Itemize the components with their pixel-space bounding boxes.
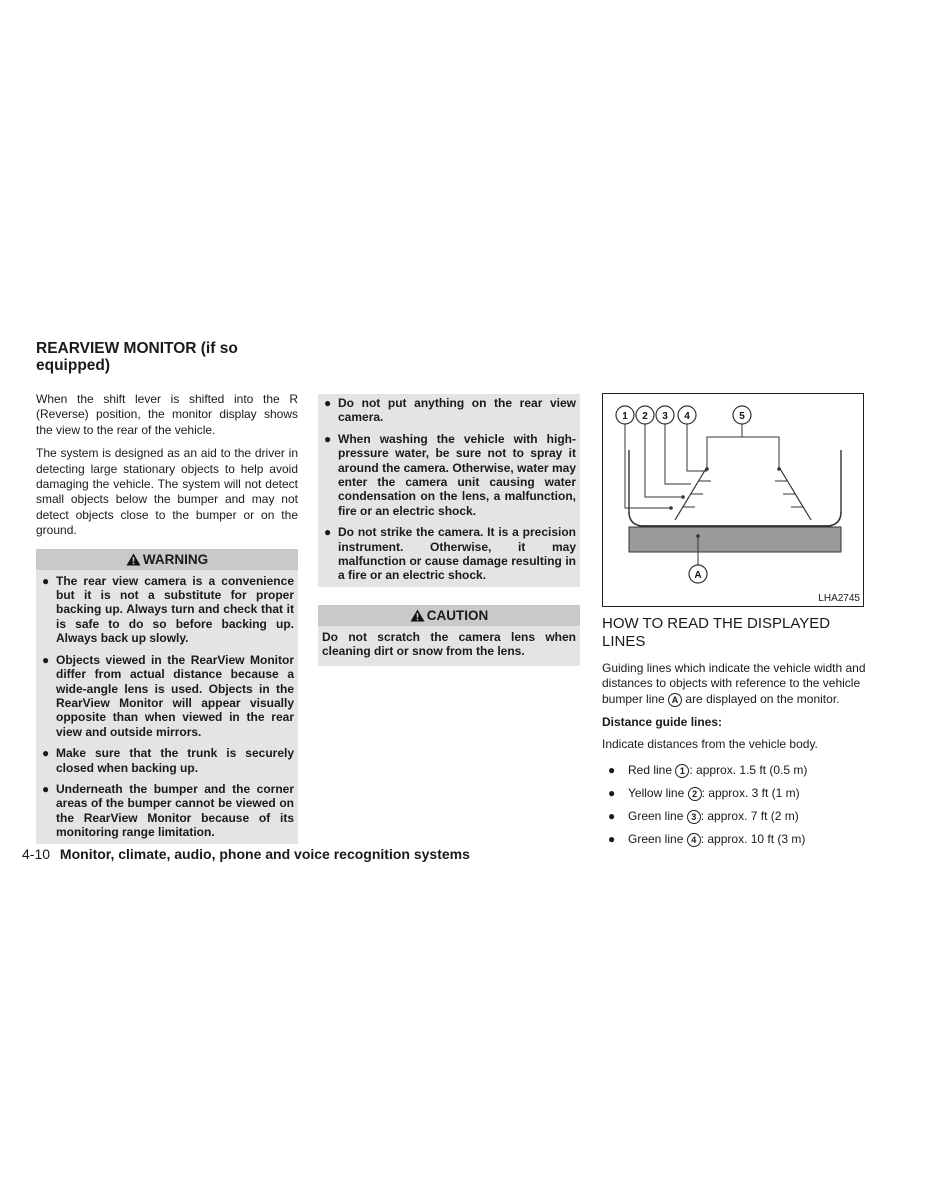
line-marker: 4 — [687, 833, 701, 847]
page-footer — [22, 846, 470, 862]
bullet-icon: ● — [42, 573, 50, 588]
distance-lines-list — [602, 763, 866, 847]
warning-item — [322, 525, 576, 583]
bullet-icon: ● — [42, 781, 50, 796]
distance-line-item — [602, 763, 866, 778]
callout-5-label: 5 — [739, 411, 745, 422]
bullet-icon: ● — [608, 762, 616, 777]
warning-item-text: Objects viewed in the RearView Monitor differ from actual distance because a wide-angle lens is used. Objects in the RearView Monitor will appear visually opposite than when viewed in the rear view and outside mirrors. — [56, 652, 294, 739]
section-title-line1: REARVIEW MONITOR (if so — [36, 340, 238, 357]
line-label: Green line — [628, 831, 684, 846]
bullet-icon: ● — [608, 831, 616, 846]
warning-list — [40, 574, 294, 840]
distance-guide-subtitle: Distance guide lines: — [602, 715, 723, 730]
bullet-icon: ● — [608, 785, 616, 800]
line-marker: 3 — [687, 810, 701, 824]
caution-body: Do not scratch the camera lens when cleaning dirt or snow from the lens. — [318, 626, 580, 666]
warning-body — [36, 570, 298, 844]
bullet-icon: ● — [324, 431, 332, 446]
warning-continued-body — [318, 394, 580, 587]
system-paragraph: The system is designed as an aid to the driver in detecting large stationary objects to help avoid damaging the vehicle. The system will not detect small objects below the bumper and may not detect objects close to the bumper or on the ground. — [36, 446, 298, 538]
distance-line-item — [602, 809, 866, 824]
distance-line-item — [602, 786, 866, 801]
warning-item — [40, 653, 294, 739]
section-title-line2: equipped) — [36, 357, 111, 374]
line-distance: : approx. 7 ft (2 m) — [700, 808, 799, 823]
how-to-title: HOW TO READ THE DISPLAYED LINES — [602, 615, 831, 650]
warning-item — [40, 782, 294, 840]
warning-item — [40, 574, 294, 646]
line-label: Yellow line — [628, 785, 685, 800]
warning-item — [40, 746, 294, 775]
bullet-icon: ● — [324, 525, 332, 540]
how-to-intro-text-end: are displayed on the monitor. — [685, 691, 840, 706]
caution-header — [318, 605, 580, 626]
caution-title: CAUTION — [426, 607, 489, 623]
distance-line-item — [602, 832, 866, 847]
bullet-icon: ● — [324, 396, 332, 410]
warning-item-text: When washing the vehicle with high-pressure water, be sure not to spray it around the camera. Otherwise, water may enter the camera unit causing water condensation on the lens, a malfunction, fire or an electric shock. — [338, 431, 576, 518]
guide-lines-illustration — [603, 394, 865, 608]
warning-item-text: Do not put anything on the rear view camera. — [338, 396, 576, 425]
left-column — [36, 340, 298, 844]
how-to-intro — [602, 661, 866, 707]
figure-code: LHA2745 — [818, 593, 860, 604]
line-distance: : approx. 3 ft (1 m) — [701, 785, 800, 800]
chapter-title: Monitor, climate, audio, phone and voice recognition systems — [59, 846, 470, 862]
warning-item — [322, 396, 576, 425]
warning-triangle-icon — [126, 553, 141, 566]
right-column — [602, 393, 866, 855]
line-label: Green line — [628, 808, 684, 823]
callout-2-label: 2 — [642, 411, 648, 422]
warning-item-text: The rear view camera is a convenience but it is not a substitute for proper backing up. Always turn and check that it is safe to do so before backing up. Always back up slowly. — [56, 573, 294, 646]
line-marker: 2 — [688, 787, 702, 801]
distance-indicate-text: Indicate distances from the vehicle body. — [602, 737, 818, 752]
line-label: Red line — [628, 762, 673, 777]
bullet-icon: ● — [42, 652, 50, 667]
bullet-icon: ● — [42, 746, 50, 761]
warning-item-text: Make sure that the trunk is securely closed when backing up. — [56, 746, 294, 775]
line-distance: : approx. 10 ft (3 m) — [700, 831, 806, 846]
section-title — [36, 340, 298, 374]
callout-a-label: A — [694, 570, 702, 581]
monitor-diagram — [602, 393, 864, 607]
warning-item-text: Underneath the bumper and the corner areas of the bumper cannot be viewed on the RearView Monitor because of its monitoring range limitation. — [56, 781, 294, 840]
how-to-intro-text: Guiding lines which indicate the vehicle width and distances to objects with reference to the vehicle bumper line — [602, 661, 866, 706]
warning-item — [322, 432, 576, 518]
page-number: 4-10 — [22, 846, 51, 862]
warning-header — [36, 549, 298, 570]
line-distance: : approx. 1.5 ft (0.5 m) — [689, 762, 808, 777]
warning-continued-list — [322, 396, 576, 583]
line-marker: 1 — [675, 764, 689, 778]
warning-title: WARNING — [142, 551, 209, 567]
bullet-icon: ● — [608, 808, 616, 823]
warning-triangle-icon — [410, 609, 425, 622]
callout-4-label: 4 — [684, 411, 690, 422]
intro-paragraph: When the shift lever is shifted into the R (Reverse) position, the monitor display shows the view to the rear of the vehicle. — [36, 392, 298, 437]
marker-a: A — [668, 693, 682, 707]
warning-item-text: Do not strike the camera. It is a precision instrument. Otherwise, it may malfunction or cause damage resulting in a fire or an electric shock. — [338, 525, 576, 583]
callout-1-label: 1 — [622, 411, 628, 422]
middle-column — [318, 394, 580, 666]
callout-3-label: 3 — [662, 411, 668, 422]
